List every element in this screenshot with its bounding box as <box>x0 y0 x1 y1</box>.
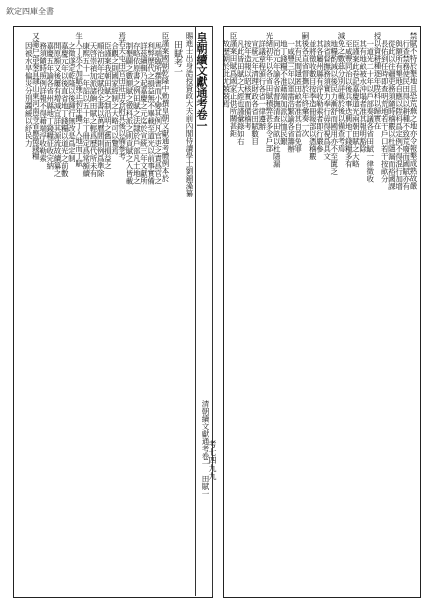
text-column: 光緒初年以各省田賦積弊甚多令戶部 <box>265 32 274 152</box>
text-column: 地糧酌減以後民力漸舒而國用亦不至匱乏 <box>329 40 339 175</box>
text-column: 地丁錢糧不准藉端加派以恤民艱 <box>279 40 289 145</box>
text-column: 臣謹案我朝田賦之制沿明之舊而損益之 <box>103 42 113 170</box>
text-column: 行查禁務使民田得以耕種不致荒廢而國賦亦有 <box>401 40 411 190</box>
text-column: 務須隨時照例詳報不得藉端浮收勒索 <box>38 42 48 162</box>
text-column: 天啓崇禎加派諸餉田賦之輕爲歷代所未有 <box>89 42 98 177</box>
text-column: 順治初年定賦役全書以萬曆間則例爲準除 <box>96 42 106 177</box>
text-column: 制墾闢之數額賦之徵科派之則貢賦之入皆載 <box>125 42 134 185</box>
page-side-label: 考七四九九 <box>208 440 217 480</box>
text-column: 按年造報以昭核實而備稽考 <box>243 40 253 130</box>
text-column: 開原額又後屢有增減宜詳其源流故續纂之 <box>53 42 62 177</box>
text-column: 馬端臨所撰書而小變其例凡官吏之責爲官之 <box>153 42 163 185</box>
text-column: 凡此皆田賦之大經也謹彙錄如右 <box>236 40 246 145</box>
text-column: 焉若夫屯田官田莊田各附其後以備參考 <box>117 32 127 160</box>
text-column: 生人丁永不加賦雍正初年攤丁入地而丁賦 <box>74 32 84 167</box>
top-note: 欽定四庫全書 <box>6 7 54 16</box>
text-column: 臣謹案田賦爲國家正供所關甚鉅 <box>229 32 238 137</box>
text-column: 又諭戶部奏直隸山東河南等省應徵錢糧 <box>31 32 41 160</box>
text-column: 減免之數茲分別詳載於後以備查考焉 <box>337 32 346 152</box>
text-column: 至咸豐同治以後兵事迭興地丁錢糧多有 <box>344 40 354 168</box>
text-column: 嘉慶五年諭各省州縣地丁錢糧征收完納 <box>45 42 55 170</box>
text-column: 該省督撫務須實力奉行毋得視爲具文 <box>322 40 332 160</box>
text-column: 從此以往疆吏務須隨時稽覈以杜隱漏而裕國課 <box>387 40 397 190</box>
text-column: 宣統元年清理財政各省田賦數目 <box>250 40 260 145</box>
text-column: 臣謹案此卷記嘉慶道光兩朝田賦之大略 <box>351 40 361 168</box>
text-column: 康熙五十一年詔以五十年丁冊定爲常額續 <box>81 42 91 177</box>
author-line: 賜進士出身誥授資政大夫前內閣侍讀學士劉錦藻纂 <box>185 32 194 197</box>
text-column: 禁賦不特於墾地且恐荒蕪之地亦令報墾成熟故嚴 <box>409 32 418 190</box>
text-column: 臣謹案國朝乾隆中勅撰皇朝文獻通考體例本於 <box>161 32 170 182</box>
text-column: 並將徵收數目按季造冊報部以憑稽覈 <box>308 40 318 160</box>
text-column: 之徵遂定乾隆以後踵行無改是爲定制 <box>67 42 77 162</box>
text-column: 詳茲續輯乃起嘉慶之元迄於宣統三年文獻所 <box>139 42 149 185</box>
text-column: 利弊歷代之損益無不畢載至道光以前事實備 <box>146 42 156 185</box>
fold-label: 清朝續文獻通考卷一 田賦一 <box>201 400 210 498</box>
text-column: 授以資耕種逐年陞科以歸實在 <box>373 32 382 130</box>
text-column: 嘉慶元年以後直省地丁錢糧以道光之前數 <box>60 42 70 177</box>
text-column: 存略依原書之例田賦之法隸於戶部凡土地之 <box>132 42 142 185</box>
text-column: 詳議章程頒行各省一律遵辦 <box>257 40 267 130</box>
text-column: 一道光二十年以戶部奏議各省田賦一律徵收 <box>365 40 375 183</box>
text-column: 故歷朝於此尤兢兢焉 <box>221 40 231 108</box>
text-column: 其各屬州縣有浮收勒索者即行嚴參 <box>315 40 325 153</box>
text-column: 嗣後各直省督撫於年終彙奏一次 <box>301 32 310 137</box>
text-column: 一咸豐三年以軍需浩繁諭各省籌辦 <box>286 40 296 153</box>
text-column: 其有地畝被水沖塌者准其報明豁除 <box>358 40 368 153</box>
text-column: 合觀之則國家經制之大略可以覽焉 <box>110 42 120 155</box>
text-column: 與額所有墾地自應以陞科爲定例不得混行加增 <box>394 40 404 190</box>
text-column: 其有民間隱匿田畝者准其自首免罪 <box>293 40 303 153</box>
section-subtitle: 田賦考一 <box>172 40 182 76</box>
text-column: 因被水旱偏災分別蠲緩以紓民力 <box>24 42 34 147</box>
page-title: 皇朝續文獻通考卷一 <box>195 32 208 131</box>
text-column: 同治元年諭各省督撫清查田畝以杜隱漏 <box>272 40 282 168</box>
text-column: 長佑到任時即查明荒地若干戶口若干按畝分 <box>380 40 390 183</box>
